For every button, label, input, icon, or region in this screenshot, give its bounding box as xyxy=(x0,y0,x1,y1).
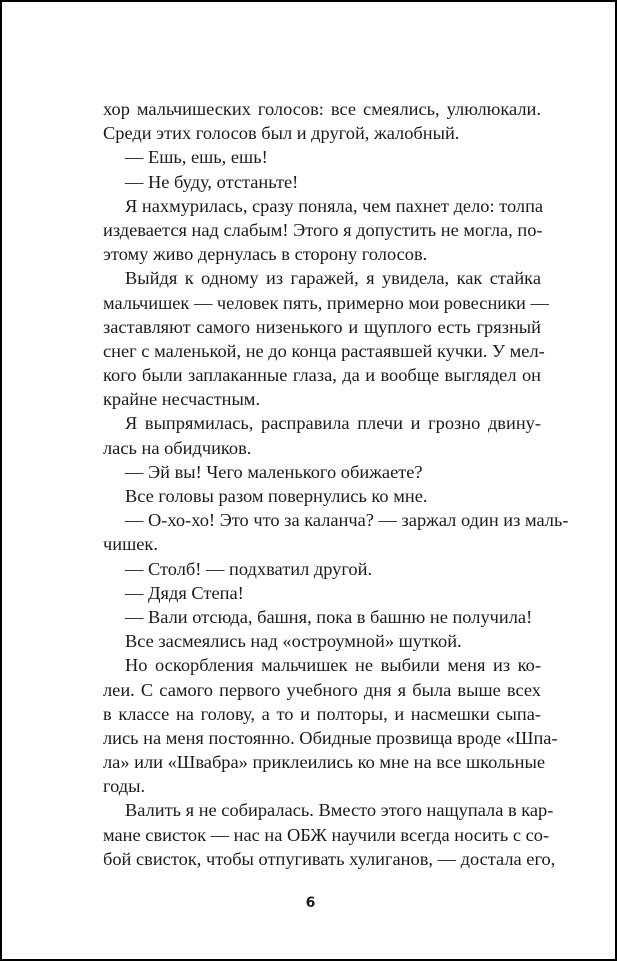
text-line: мане свисток — нас на ОБЖ научили всегда носить с со- xyxy=(103,824,550,845)
text-line: снег с маленькой, не до конца растаявшей кучки. У мел- xyxy=(103,340,545,361)
paragraph xyxy=(103,798,556,871)
text-line: — Не буду, отстаньте! xyxy=(125,171,299,192)
paragraph xyxy=(103,557,541,581)
text-line: — Эй вы! Чего маленького обижаете? xyxy=(125,461,423,482)
text-line: Валить я не собиралась. Вместо этого нащупала в кар- xyxy=(125,800,554,821)
text-line: — Ешь, ешь, ешь! xyxy=(125,147,268,168)
paragraph xyxy=(103,629,541,653)
text-line: бой свисток, чтобы отпугивать хулиганов, — достала его, xyxy=(103,848,556,869)
text-line: леи. С самого первого учебного дня я была выше всех xyxy=(103,679,541,700)
paragraph xyxy=(103,145,541,169)
text-line: лись на меня постоянно. Обидные прозвища вроде «Шпа- xyxy=(103,727,558,748)
text-line: Но оскорбления мальчишек не выбили меня из ко- xyxy=(125,655,541,676)
page-number: 6 xyxy=(305,895,316,911)
text-line: Среди этих голосов был и другой, жалобный. xyxy=(103,123,460,144)
paragraph xyxy=(103,653,558,798)
paragraph xyxy=(103,266,549,411)
paragraph xyxy=(103,97,541,145)
paragraph xyxy=(103,411,541,459)
paragraph xyxy=(103,460,541,484)
paragraph xyxy=(103,484,541,508)
text-line: кого были заплаканные глаза, да и вообще выглядел он xyxy=(103,365,541,386)
paragraph xyxy=(103,170,541,194)
text-line: хор мальчишеских голосов: все смеялись, улюлюкали. xyxy=(103,99,541,119)
text-line: Я нахмурилась, сразу поняла, чем пахнет дело: толпа xyxy=(125,195,544,216)
paragraph xyxy=(103,194,544,267)
text-line: чишек. xyxy=(103,534,158,555)
text-line: ла» или «Швабра» приклеились ко мне на все школьные xyxy=(103,752,546,773)
text-line: в классе на голову, а то и полторы, и насмешки сыпа- xyxy=(103,703,541,724)
text-line: Все засмеялись над «остроумной» шуткой. xyxy=(125,631,462,652)
paragraph xyxy=(103,508,569,556)
text-line: — Столб! — подхватил другой. xyxy=(125,558,373,579)
text-line: — Дядя Степа! xyxy=(125,582,244,603)
text-line: лась на обидчиков. xyxy=(103,437,252,458)
paragraph xyxy=(103,605,541,629)
text-line: заставляют самого низенького и щуплого есть грязный xyxy=(103,316,541,337)
text-line: — Вали отсюда, башня, пока в башню не получила! xyxy=(125,606,533,627)
text-line: Я выпрямилась, расправила плечи и грозно двину- xyxy=(125,413,541,434)
text-line: Все головы разом повернулись ко мне. xyxy=(125,486,428,506)
text-line: издевается над слабым! Этого я допустить не могла, по- xyxy=(103,219,543,240)
text-line: годы. xyxy=(103,776,146,797)
text-line: крайне несчастным. xyxy=(103,389,261,410)
body-text xyxy=(103,97,569,871)
text-line: — О-хо-хо! Это что за каланча? — заржал один из маль- xyxy=(125,510,569,531)
text-line: мальчишек — человек пять, примерно мои ровесники — xyxy=(103,292,549,313)
paragraph xyxy=(103,581,541,605)
text-line: Выйдя к одному из гаражей, я увидела, как стайка xyxy=(125,268,541,289)
text-line: этому живо дернулась в сторону голосов. xyxy=(103,244,428,265)
